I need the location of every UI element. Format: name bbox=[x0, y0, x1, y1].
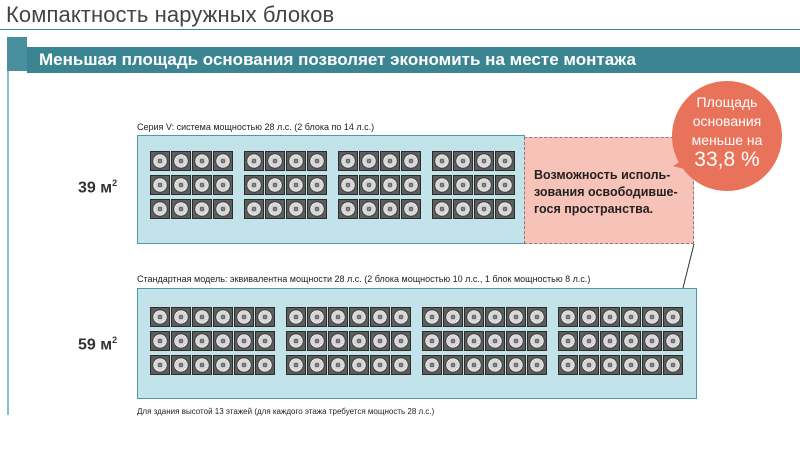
fan-icon bbox=[307, 307, 327, 327]
fan-icon bbox=[150, 331, 170, 351]
standard-unit-row bbox=[286, 355, 411, 375]
fan-icon bbox=[642, 307, 662, 327]
fan-icon bbox=[527, 307, 547, 327]
fan-icon bbox=[579, 307, 599, 327]
badge-value: 33,8 % bbox=[694, 148, 760, 171]
fan-icon bbox=[192, 331, 212, 351]
fan-icon bbox=[370, 355, 390, 375]
fan-icon bbox=[255, 355, 275, 375]
fan-icon bbox=[579, 355, 599, 375]
fan-icon bbox=[349, 355, 369, 375]
fan-icon bbox=[328, 307, 348, 327]
free-space-text: Возможность исполь-зования освободивше-гося пространства. bbox=[534, 168, 678, 216]
fan-icon bbox=[391, 355, 411, 375]
fan-icon bbox=[558, 331, 578, 351]
fan-icon bbox=[506, 307, 526, 327]
fan-icon bbox=[663, 355, 683, 375]
standard-unit-group bbox=[150, 307, 275, 375]
fan-icon bbox=[663, 331, 683, 351]
section-banner: Меньшая площадь основания позволяет экономить на месте монтажа bbox=[27, 47, 800, 73]
fan-icon bbox=[485, 307, 505, 327]
fan-icon bbox=[349, 331, 369, 351]
standard-caption: Стандартная модель: эквивалентна мощности 28 л.с. (2 блока мощностью 10 л.с., 1 блок мощностью 8 л.с.) bbox=[137, 274, 591, 284]
fan-icon bbox=[443, 331, 463, 351]
fan-icon bbox=[370, 307, 390, 327]
fan-icon bbox=[255, 331, 275, 351]
standard-area-unit-superscript: 2 bbox=[112, 335, 118, 345]
savings-badge bbox=[672, 81, 782, 191]
standard-unit-row bbox=[150, 331, 275, 351]
fan-icon bbox=[328, 355, 348, 375]
standard-unit-group bbox=[286, 307, 411, 375]
fan-icon bbox=[286, 307, 306, 327]
fan-icon bbox=[485, 331, 505, 351]
series-v-caption: Серия V: система мощностью 28 л.с. (2 блока по 14 л.с.) bbox=[137, 122, 375, 132]
fan-icon bbox=[328, 331, 348, 351]
fan-icon bbox=[506, 355, 526, 375]
fan-icon bbox=[171, 331, 191, 351]
standard-unit-row bbox=[150, 307, 275, 327]
fan-icon bbox=[558, 355, 578, 375]
standard-unit-row bbox=[558, 307, 683, 327]
fan-icon bbox=[506, 331, 526, 351]
fan-icon bbox=[234, 307, 254, 327]
fan-icon bbox=[234, 355, 254, 375]
standard-unit-row bbox=[558, 331, 683, 351]
fan-icon bbox=[213, 355, 233, 375]
fan-icon bbox=[286, 331, 306, 351]
standard-unit-row bbox=[558, 355, 683, 375]
fan-icon bbox=[443, 307, 463, 327]
fan-icon bbox=[349, 307, 369, 327]
standard-unit-row bbox=[422, 331, 547, 351]
fan-icon bbox=[663, 307, 683, 327]
fan-icon bbox=[621, 355, 641, 375]
fan-icon bbox=[150, 355, 170, 375]
standard-area-label bbox=[78, 335, 117, 354]
fan-icon bbox=[422, 307, 442, 327]
fan-icon bbox=[213, 331, 233, 351]
fan-icon bbox=[171, 355, 191, 375]
standard-unit-group bbox=[422, 307, 547, 375]
series-v-area-value: 39 м bbox=[78, 179, 113, 197]
standard-unit-row bbox=[286, 307, 411, 327]
fan-icon bbox=[600, 331, 620, 351]
standard-unit-group bbox=[558, 307, 683, 375]
fan-icon bbox=[600, 307, 620, 327]
fan-icon bbox=[621, 331, 641, 351]
standard-panel bbox=[137, 288, 697, 399]
badge-text: Площадь основания меньше на bbox=[691, 94, 763, 148]
fan-icon bbox=[150, 307, 170, 327]
fan-icon bbox=[391, 307, 411, 327]
fan-icon bbox=[307, 331, 327, 351]
footnote: Для здания высотой 13 этажей (для каждого этажа требуется мощность 28 л.с.) bbox=[137, 407, 435, 416]
fan-icon bbox=[391, 331, 411, 351]
fan-icon bbox=[443, 355, 463, 375]
fan-icon bbox=[171, 307, 191, 327]
standard-unit-row bbox=[422, 355, 547, 375]
fan-icon bbox=[642, 331, 662, 351]
fan-icon bbox=[527, 355, 547, 375]
fan-icon bbox=[642, 355, 662, 375]
fan-icon bbox=[370, 331, 390, 351]
fan-icon bbox=[464, 307, 484, 327]
fan-icon bbox=[464, 331, 484, 351]
fan-icon bbox=[422, 355, 442, 375]
standard-unit-row bbox=[150, 355, 275, 375]
page-title: Компактность наружных блоков bbox=[6, 2, 335, 27]
standard-unit-row bbox=[286, 331, 411, 351]
fan-icon bbox=[286, 355, 306, 375]
fan-icon bbox=[192, 307, 212, 327]
fan-icon bbox=[527, 331, 547, 351]
connector-line-right bbox=[683, 244, 694, 288]
fan-icon bbox=[307, 355, 327, 375]
fan-icon bbox=[234, 331, 254, 351]
fan-icon bbox=[192, 355, 212, 375]
fan-icon bbox=[600, 355, 620, 375]
fan-icon bbox=[485, 355, 505, 375]
fan-icon bbox=[255, 307, 275, 327]
fan-icon bbox=[213, 307, 233, 327]
fan-icon bbox=[558, 307, 578, 327]
series-v-area-unit-superscript: 2 bbox=[112, 178, 118, 188]
fan-icon bbox=[579, 331, 599, 351]
standard-area-value: 59 м bbox=[78, 336, 113, 354]
standard-unit-row bbox=[422, 307, 547, 327]
fan-icon bbox=[464, 355, 484, 375]
fan-icon bbox=[422, 331, 442, 351]
fan-icon bbox=[621, 307, 641, 327]
